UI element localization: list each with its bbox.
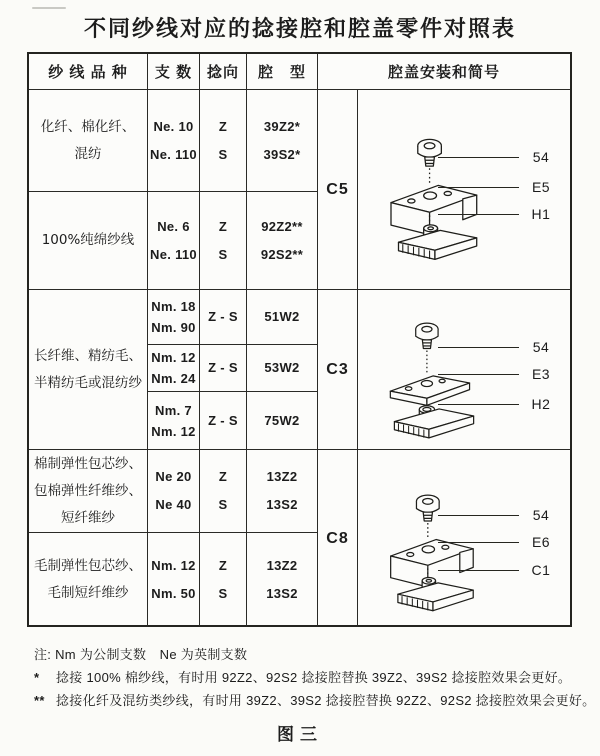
yarn-cell: 长纤维、精纺毛、 半精纺毛或混纺纱: [29, 290, 148, 450]
twist-cell: Z S: [200, 90, 247, 192]
count-cell: Nm. 12 Nm. 50: [148, 533, 200, 627]
chamber-label-c8: C8: [318, 450, 358, 627]
figure-caption: 图三: [277, 725, 323, 744]
yarn-chamber-table: [27, 52, 572, 627]
header-cavity: 腔 型: [247, 54, 318, 90]
yarn-cell: 棉制弹性包芯纱、 包棉弹性纤维纱、 短纤维纱: [29, 450, 148, 533]
footnote-2: ** 捻接化纤及混纺类纱线，有时用 39Z2、39S2 捻接腔替换 92Z2、92S2 捻接腔效果会更好。: [34, 693, 596, 708]
leader-line: [438, 347, 519, 348]
leader-line: [438, 404, 519, 405]
legend-note: 注: Nm 为公制支数 Ne 为英制支数: [34, 647, 248, 662]
part-callout: 54: [438, 148, 554, 166]
chamber-label-c3: C3: [318, 290, 358, 450]
footnote-1: * 捻接 100% 棉纱线，有时用 92Z2、92S2 捻接腔替换 39Z2、39S2 捻接腔效果会更好。: [34, 670, 572, 685]
part-callout: E3: [438, 365, 554, 383]
leader-line: [438, 214, 519, 215]
part-callout: H1: [438, 205, 554, 223]
twist-cell: Z - S: [200, 290, 247, 345]
header-count: 支 数: [148, 54, 200, 90]
chamber-cover-diagram-c5: [358, 90, 570, 290]
header-twist: 捻向: [200, 54, 247, 90]
leader-line: [438, 515, 519, 516]
twist-cell: Z - S: [200, 345, 247, 392]
cavity-cell: 92Z2** 92S2**: [247, 192, 318, 290]
leader-line: [438, 542, 519, 543]
count-cell: Nm. 12 Nm. 24: [148, 345, 200, 392]
leader-line: [438, 570, 519, 571]
cavity-cell: 39Z2* 39S2*: [247, 90, 318, 192]
yarn-cell: 化纤、棉化纤、 混纺: [29, 90, 148, 192]
yarn-cell: 100%纯绵纱线: [29, 192, 148, 290]
twist-cell: Z S: [200, 450, 247, 533]
count-cell: Nm. 7 Nm. 12: [148, 392, 200, 450]
twist-cell: Z S: [200, 533, 247, 627]
chamber-cover-diagram-c8: [358, 450, 570, 627]
cavity-cell: 75W2: [247, 392, 318, 450]
cavity-cell: 13Z2 13S2: [247, 533, 318, 627]
part-callout: 54: [438, 506, 554, 524]
part-callout: H2: [438, 395, 554, 413]
count-cell: Nm. 18 Nm. 90: [148, 290, 200, 345]
count-cell: Ne. 6 Ne. 110: [148, 192, 200, 290]
chamber-cover-diagram-c3: [358, 290, 570, 450]
cavity-cell: 13Z2 13S2: [247, 450, 318, 533]
header-yarn-type: 纱 线 品 种: [29, 54, 148, 90]
part-callout: E5: [438, 178, 554, 196]
leader-line: [438, 374, 519, 375]
cavity-cell: 53W2: [247, 345, 318, 392]
page-title: 不同纱线对应的捻接腔和腔盖零件对照表: [83, 17, 516, 42]
chamber-label-c5: C5: [318, 90, 358, 290]
yarn-cell: 毛制弹性包芯纱、 毛制短纤维纱: [29, 533, 148, 627]
leader-line: [438, 187, 519, 188]
part-callout: 54: [438, 338, 554, 356]
part-callout: C1: [438, 561, 554, 579]
screw-icon: [416, 495, 439, 521]
twist-cell: Z - S: [200, 392, 247, 450]
screw-icon: [416, 323, 438, 348]
scan-artifact: [32, 7, 66, 9]
count-cell: Ne 20 Ne 40: [148, 450, 200, 533]
cavity-cell: 51W2: [247, 290, 318, 345]
leader-line: [438, 157, 519, 158]
count-cell: Ne. 10 Ne. 110: [148, 90, 200, 192]
header-cover: 腔盖安装和简号: [318, 54, 570, 90]
part-callout: E6: [438, 533, 554, 551]
twist-cell: Z S: [200, 192, 247, 290]
